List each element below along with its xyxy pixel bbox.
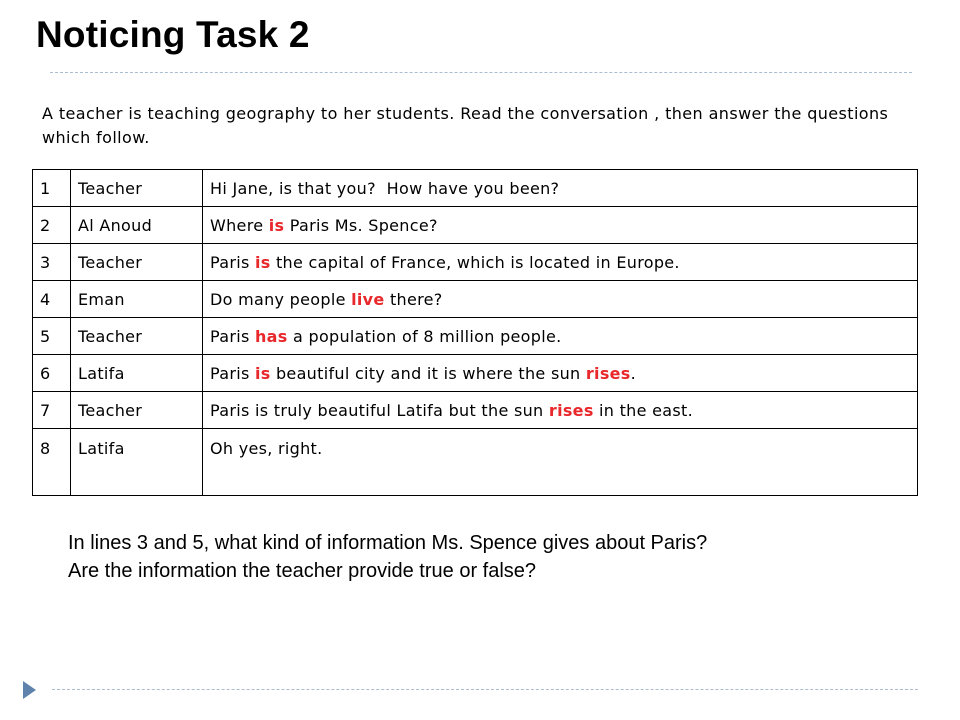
dialogue-text: Paris	[210, 363, 255, 383]
speaker-name: Teacher	[71, 244, 203, 281]
table-row	[33, 281, 918, 318]
dialogue-line	[203, 281, 918, 318]
table-row	[33, 392, 918, 429]
footer-divider	[52, 689, 918, 690]
dialogue-text: Paris	[210, 252, 255, 272]
instructions-text: A teacher is teaching geography to her students. Read the conversation , then answer the questions which follow.	[42, 104, 889, 147]
dialogue-text: Oh yes, right.	[210, 439, 323, 458]
line-number: 2	[33, 207, 71, 244]
speaker-name: Latifa	[71, 355, 203, 392]
dialogue-text: there?	[384, 289, 443, 309]
dialogue-line	[203, 355, 918, 392]
dialogue-text: Hi Jane, is that you? How have you been?	[210, 178, 560, 198]
conversation-table	[32, 169, 918, 496]
dialogue-line	[203, 429, 918, 496]
highlighted-verb: has	[254, 326, 288, 346]
dialogue-text: .	[630, 363, 637, 383]
highlighted-verb: is	[268, 215, 285, 235]
dialogue-text: Paris	[210, 326, 255, 346]
dialogue-text: Paris Ms. Spence?	[284, 215, 438, 235]
line-number: 6	[33, 355, 71, 392]
line-number: 3	[33, 244, 71, 281]
table-row	[33, 355, 918, 392]
speaker-name: Eman	[71, 281, 203, 318]
table-row	[33, 429, 918, 496]
dialogue-line	[203, 170, 918, 207]
speaker-name: Teacher	[71, 318, 203, 355]
highlighted-verb: rises	[585, 363, 631, 383]
highlighted-verb: live	[351, 289, 385, 309]
speaker-name: Latifa	[71, 429, 203, 496]
question-2: Are the information the teacher provide true or false?	[68, 560, 537, 582]
speaker-name: Al Anoud	[71, 207, 203, 244]
questions-block	[68, 529, 707, 585]
table-row	[33, 170, 918, 207]
dialogue-text: in the east.	[593, 400, 694, 420]
slide-title: Noticing Task 2	[36, 14, 310, 55]
dialogue-line	[203, 392, 918, 429]
question-1: In lines 3 and 5, what kind of information Ms. Spence gives about Paris?	[68, 532, 708, 554]
highlighted-verb: rises	[548, 400, 594, 420]
dialogue-text: beautiful city and it is where the sun	[270, 363, 586, 383]
line-number: 8	[33, 429, 71, 496]
dialogue-line	[203, 207, 918, 244]
speaker-name: Teacher	[71, 170, 203, 207]
dialogue-text: Paris is truly beautiful Latifa but the sun	[210, 400, 549, 420]
highlighted-verb: is	[254, 252, 271, 272]
dialogue-text: the capital of France, which is located in Europe.	[270, 252, 680, 272]
table-row	[33, 207, 918, 244]
table-row	[33, 244, 918, 281]
line-number: 7	[33, 392, 71, 429]
dialogue-text: Where	[210, 215, 269, 235]
next-arrow-icon	[23, 681, 36, 699]
line-number: 4	[33, 281, 71, 318]
dialogue-line	[203, 318, 918, 355]
speaker-name: Teacher	[71, 392, 203, 429]
dialogue-line	[203, 244, 918, 281]
title-divider	[50, 72, 912, 73]
line-number: 1	[33, 170, 71, 207]
table-row	[33, 318, 918, 355]
line-number: 5	[33, 318, 71, 355]
dialogue-text: a population of 8 million people.	[287, 326, 562, 346]
dialogue-text: Do many people	[210, 289, 352, 309]
highlighted-verb: is	[254, 363, 271, 383]
